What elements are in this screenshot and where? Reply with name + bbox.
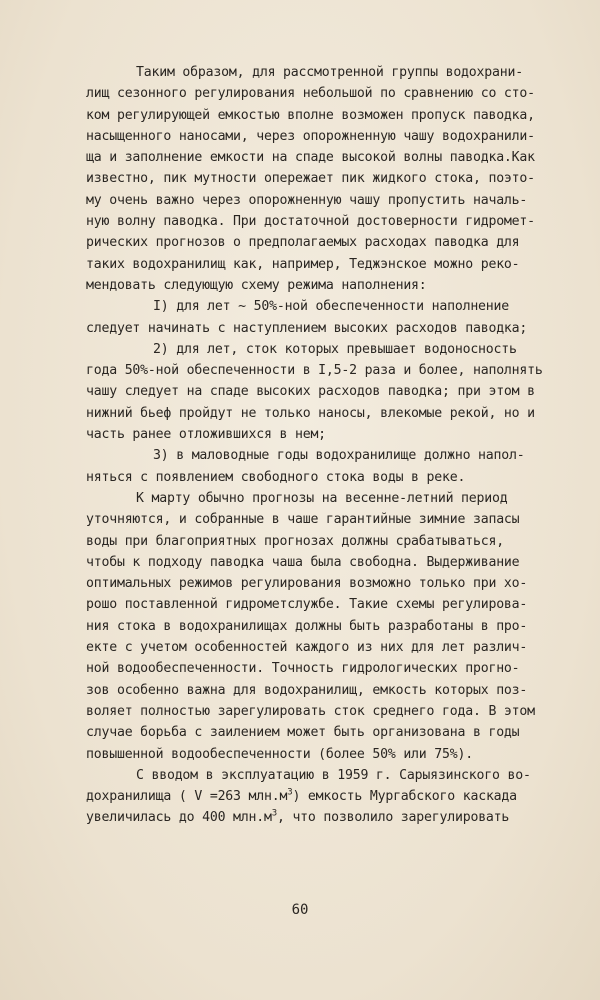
text-line: 2) для лет, сток которых превышает водоносность xyxy=(153,341,517,357)
text-line: оптимальных режимов регулирования возможно только при хо- xyxy=(86,576,528,592)
text-line: ной водообеспеченности. Точность гидрологических прогно- xyxy=(86,661,520,677)
text-line: чашу следует на спаде высоких расходов паводка; при этом в xyxy=(86,384,535,400)
text-line: года 50%-ной обеспеченности в I,5-2 раза и более, наполнять xyxy=(86,363,543,379)
text-line: известно, пик мутности опережает пик жидкого стока, поэто- xyxy=(86,171,535,187)
text-line: нижний бьеф пройдут не только наносы, влекомые рекой, но и xyxy=(86,405,535,421)
text-line: рических прогнозов о предполагаемых расходах паводка для xyxy=(86,235,520,251)
superscript: 3 xyxy=(271,809,277,819)
text-line: зов особенно важна для водохранилищ, емкость которых поз- xyxy=(86,682,528,698)
text-line xyxy=(86,807,596,828)
body-text xyxy=(86,62,596,829)
text-line: воляет полностью зарегулировать сток среднего года. В этом xyxy=(86,703,535,719)
text-line: насыщенного наносами, через опорожненную чашу водохранили- xyxy=(86,128,535,144)
text-line: следует начинать с наступлением высоких расходов паводка; xyxy=(86,320,528,336)
text-line: I) для лет ~ 50%-ной обеспеченности наполнение xyxy=(153,299,510,315)
text-line: ком регулирующей емкостью вполне возможен пропуск паводка, xyxy=(86,107,535,123)
text-fragment: увеличилась до 400 млн.м xyxy=(86,810,272,826)
text-line: ща и заполнение емкости на спаде высокой волны паводка.Как xyxy=(86,150,535,166)
text-line: К марту обычно прогнозы на весенне-летний период xyxy=(136,490,508,506)
text-line xyxy=(86,786,596,807)
text-fragment: дохранилища ( V =263 млн.м xyxy=(86,789,288,805)
text-fragment: ) емкость Мургабского каскада xyxy=(292,789,517,805)
text-line: рошо поставленной гидрометслужбе. Такие схемы регулирова- xyxy=(86,597,528,613)
text-line: екте с учетом особенностей каждого из них для лет различ- xyxy=(86,640,528,656)
text-line: му очень важно через опорожненную чашу пропустить началь- xyxy=(86,192,528,208)
page-number: 60 xyxy=(291,902,309,918)
text-line: лищ сезонного регулирования небольшой по сравнению со сто- xyxy=(86,86,535,102)
text-line: таких водохранилищ как, например, Теджэнское можно реко- xyxy=(86,256,520,272)
text-line: ния стока в водохранилищах должны быть разработаны в про- xyxy=(86,618,528,634)
text-line: С вводом в эксплуатацию в 1959 г. Сарыязинского во- xyxy=(136,767,531,783)
text-line: чтобы к подходу паводка чаша была свободна. Выдерживание xyxy=(86,554,520,570)
text-line: 3) в маловодные годы водохранилище должно напол- xyxy=(153,448,525,464)
text-line: Таким образом, для рассмотренной группы водохрани- xyxy=(136,65,523,80)
text-line: ную волну паводка. При достаточной достоверности гидромет- xyxy=(86,214,535,230)
text-line: случае борьба с заилением может быть организована в годы xyxy=(86,725,520,741)
text-line: повышенной водообеспеченности (более 50% или 75%). xyxy=(86,746,473,762)
text-line: воды при благоприятных прогнозах должны срабатываться, xyxy=(86,533,504,549)
text-line: уточняются, и собранные в чаше гарантийные зимние запасы xyxy=(86,512,520,528)
superscript: 3 xyxy=(287,787,293,798)
text-fragment: , что позволило зарегулировать xyxy=(276,810,510,826)
text-line: часть ранее отложившихся в нем; xyxy=(86,427,326,443)
text-line: няться с появлением свободного стока воды в реке. xyxy=(86,469,466,485)
text-line: мендовать следующую схему режима наполнения: xyxy=(86,277,427,293)
